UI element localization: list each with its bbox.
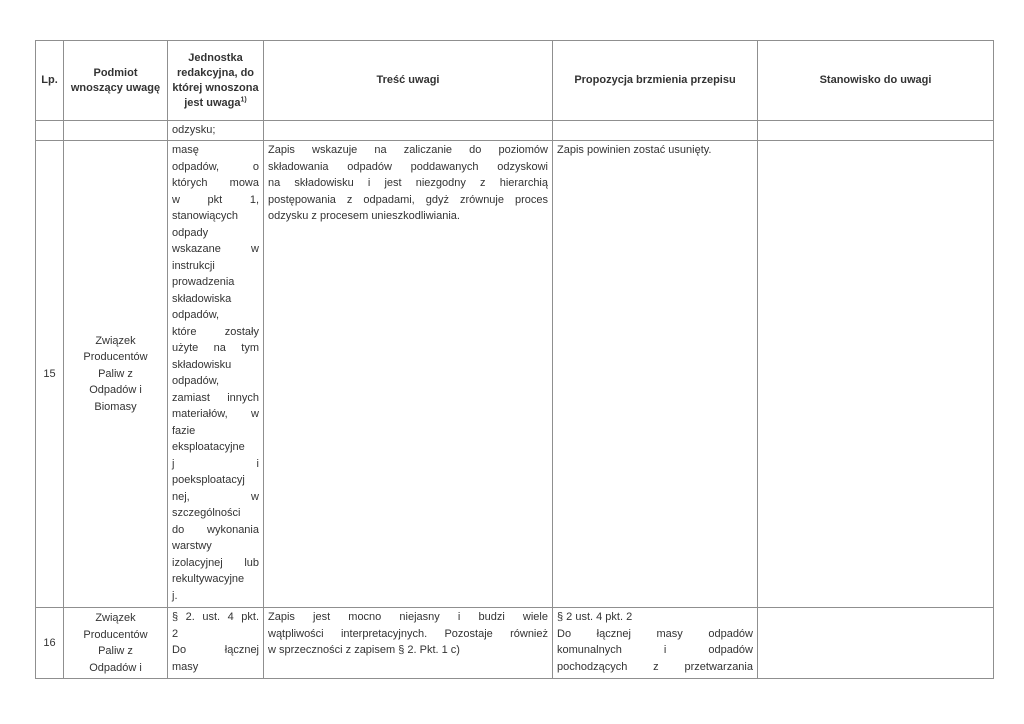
- header-tresc: Treść uwagi: [264, 41, 553, 121]
- lp-cell: 15: [36, 141, 64, 608]
- header-stanowisko: Stanowisko do uwagi: [758, 41, 994, 121]
- header-jednostka: [168, 41, 264, 121]
- propozycja-ref: § 2 ust. 4 pkt. 2: [557, 611, 633, 623]
- header-propozycja: Propozycja brzmienia przepisu: [553, 41, 758, 121]
- podmiot-cell: Związek Producentów Paliw z Odpadów i: [64, 608, 168, 679]
- carryover-row: [36, 121, 994, 141]
- carryover-propozycja-cell: [553, 121, 758, 141]
- carryover-stanowisko-cell: [758, 121, 994, 141]
- tresc-cell: Zapis jest mocno niejasny i budzi wiele wątpliwości interpretacyjnych. Pozostaje również w sprzeczności z zapisem § 2. Pkt. 1 c): [264, 608, 553, 679]
- lp-cell: 16: [36, 608, 64, 679]
- propozycja-cell: Zapis powinien zostać usunięty.: [553, 141, 758, 608]
- table-row-16: [36, 608, 994, 679]
- jednostka-cell: § 2. ust. 4 pkt. 2 Do łącznej masy: [168, 608, 264, 679]
- jednostka-cell: masę odpadów, o których mowa w pkt 1, stanowiących odpady wskazane w instrukcji prowadzenia składowiska odpadów, które zostały użyte na tym składowisku odpadów, zamiast innych materiałów, w fazie eksploatacyjne j i poeksploatacyj nej, w szczególności do wykonania warstwy izolacyjnej lub rekultywacyjne j.: [168, 141, 264, 608]
- header-jednostka-label: Jednostka redakcyjna, do której wnoszona jest uwaga: [172, 51, 259, 109]
- table-header-row: [36, 41, 994, 121]
- header-lp: Lp.: [36, 41, 64, 121]
- carryover-podmiot-cell: [64, 121, 168, 141]
- podmiot-cell: Związek Producentów Paliw z Odpadów i Biomasy: [64, 141, 168, 608]
- table-row-15: [36, 141, 994, 608]
- stanowisko-cell: [758, 608, 994, 679]
- footnote-marker: 1): [240, 95, 247, 103]
- header-podmiot: Podmiot wnoszący uwagę: [64, 41, 168, 121]
- tresc-cell: Zapis wskazuje na zaliczanie do poziomów składowania odpadów poddawanych odzyskowi na składowisku i jest niezgodny z hierarchią postępowania z odpadami, gdyż zrównuje proces odzysku z procesem unieszkodliwiania.: [264, 141, 553, 608]
- carryover-lp-cell: [36, 121, 64, 141]
- carryover-tresc-cell: [264, 121, 553, 141]
- propozycja-body: Do łącznej masy odpadów komunalnych i odpadów pochodzących z przetwarzania: [557, 627, 753, 673]
- comments-table: [35, 40, 994, 679]
- propozycja-cell: [553, 608, 758, 679]
- carryover-jednostka-cell: odzysku;: [168, 121, 264, 141]
- stanowisko-cell: [758, 141, 994, 608]
